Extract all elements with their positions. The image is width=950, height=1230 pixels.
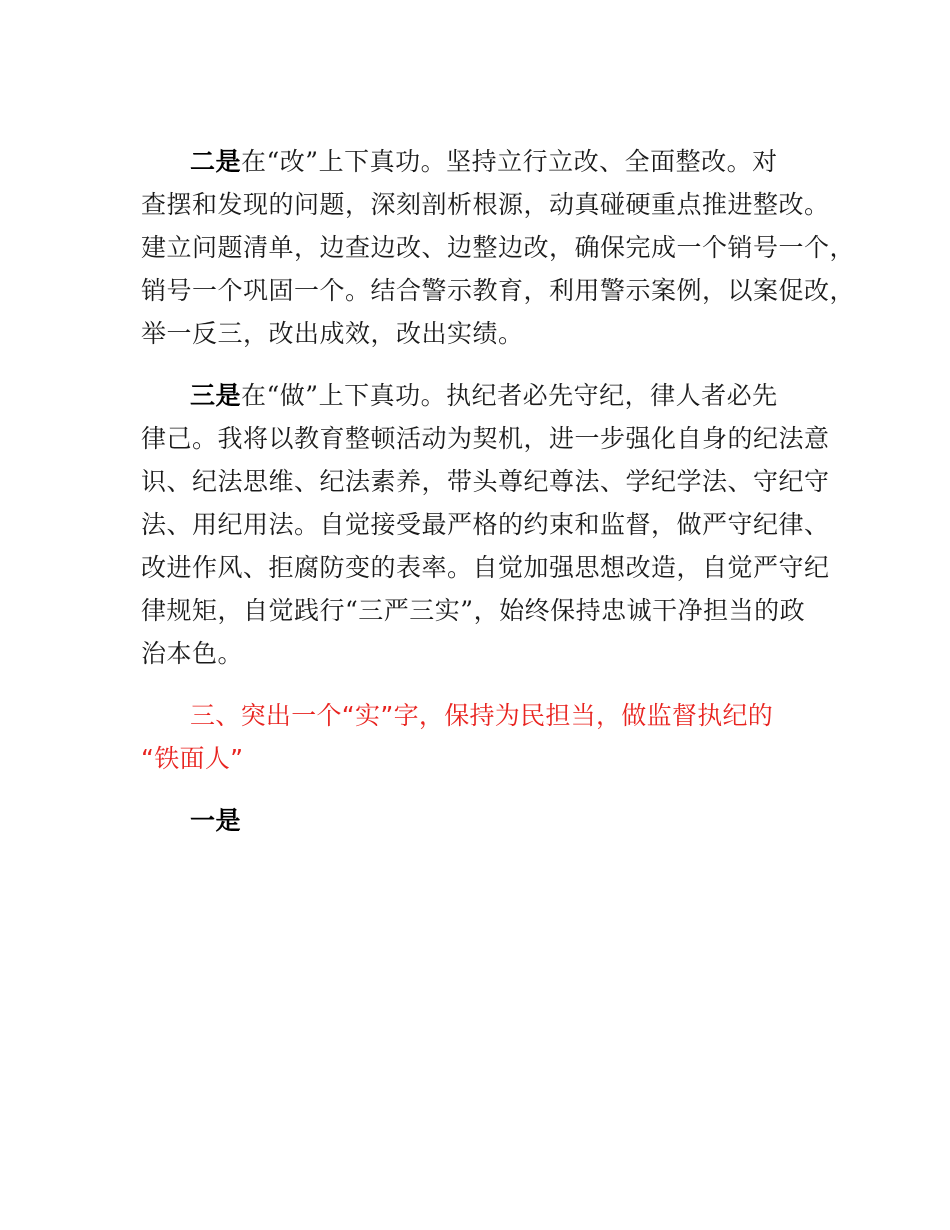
paragraph-one-next-line-1 [190,804,241,838]
paragraph-three-line-2: 律己。我将以教育整顿活动为契机，进一步强化自身的纪法意 [141,424,830,453]
paragraph-two-line-3: 建立问题清单，边查边改、边整边改，确保完成一个销号一个， [141,233,856,262]
paragraph-two-line-5: 举一反三，改出成效，改出实绩。 [141,319,524,348]
paragraph-two-text: 在“改”上下真功。坚持立行立改、全面整改。对 [241,147,778,176]
section-heading-line-2: “铁面人” [141,744,244,773]
paragraph-three-text: 在“做”上下真功。执纪者必先守纪，律人者必先 [241,381,778,410]
paragraph-two-line-4: 销号一个巩固一个。结合警示教育，利用警示案例，以案促改， [141,276,856,305]
paragraph-three-line-5: 改进作风、拒腐防变的表率。自觉加强思想改造，自觉严守纪 [141,553,830,582]
paragraph-three-line-3: 识、纪法思维、纪法素养，带头尊纪尊法、学纪学法、守纪守 [141,467,830,496]
paragraph-two-line-1 [190,145,778,179]
paragraph-three-line-1 [190,379,778,413]
paragraph-three-line-6: 律规矩，自觉践行“三严三实”，始终保持忠诚干净担当的政 [141,596,806,625]
paragraph-three-line-7: 治本色。 [141,639,244,668]
paragraph-one-next-lead: 一是 [190,806,242,835]
section-heading-line-1: 三、突出一个“实”字，保持为民担当，做监督执纪的 [190,701,774,730]
paragraph-two-line-2: 查摆和发现的问题，深刻剖析根源，动真碰硬重点推进整改。 [141,190,830,219]
paragraph-two-lead: 二是 [190,147,242,176]
paragraph-three-lead: 三是 [190,381,242,410]
paragraph-three-line-4: 法、用纪用法。自觉接受最严格的约束和监督，做严守纪律、 [141,510,830,539]
